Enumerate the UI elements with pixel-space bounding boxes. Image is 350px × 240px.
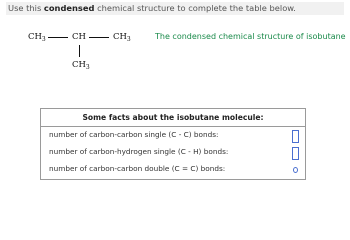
bond-center-right xyxy=(89,37,109,38)
facts-title: Some facts about the isobutane molecule: xyxy=(41,109,305,127)
fact-label-cc-single: number of carbon-carbon single (C - C) bonds: xyxy=(49,130,219,139)
bottom-ch-text: CH xyxy=(72,60,86,70)
center-ch-group: CH xyxy=(72,32,86,42)
left-ch3-group xyxy=(28,32,46,45)
ch-single-input[interactable] xyxy=(292,147,299,160)
instruction-suffix: chemical structure to complete the table below. xyxy=(94,3,296,13)
bottom-subscript: 3 xyxy=(85,64,90,71)
instruction-emphasis: condensed xyxy=(43,3,95,13)
cc-double-input[interactable] xyxy=(293,167,298,173)
right-subscript: 3 xyxy=(126,36,131,43)
fact-row-cc-single xyxy=(49,129,299,141)
condensed-structure xyxy=(28,32,168,80)
fact-label-ch-single: number of carbon-hydrogen single (C - H) bonds: xyxy=(49,147,229,156)
right-ch3-group xyxy=(113,32,131,45)
bond-left-center xyxy=(48,37,68,38)
structure-caption: The condensed chemical structure of isobutane xyxy=(155,32,346,41)
right-ch-text: CH xyxy=(113,32,127,42)
fact-label-cc-double: number of carbon-carbon double (C = C) bonds: xyxy=(49,164,226,173)
fact-row-ch-single xyxy=(49,146,299,158)
bond-center-bottom xyxy=(79,45,80,57)
bottom-ch3-group xyxy=(72,60,90,73)
instruction-text xyxy=(6,2,344,15)
fact-row-cc-double xyxy=(49,163,299,175)
cc-single-input[interactable] xyxy=(292,130,299,143)
left-ch-text: CH xyxy=(28,32,42,42)
instruction-prefix: Use this xyxy=(8,3,44,13)
left-subscript: 3 xyxy=(41,36,46,43)
facts-table xyxy=(40,108,306,180)
